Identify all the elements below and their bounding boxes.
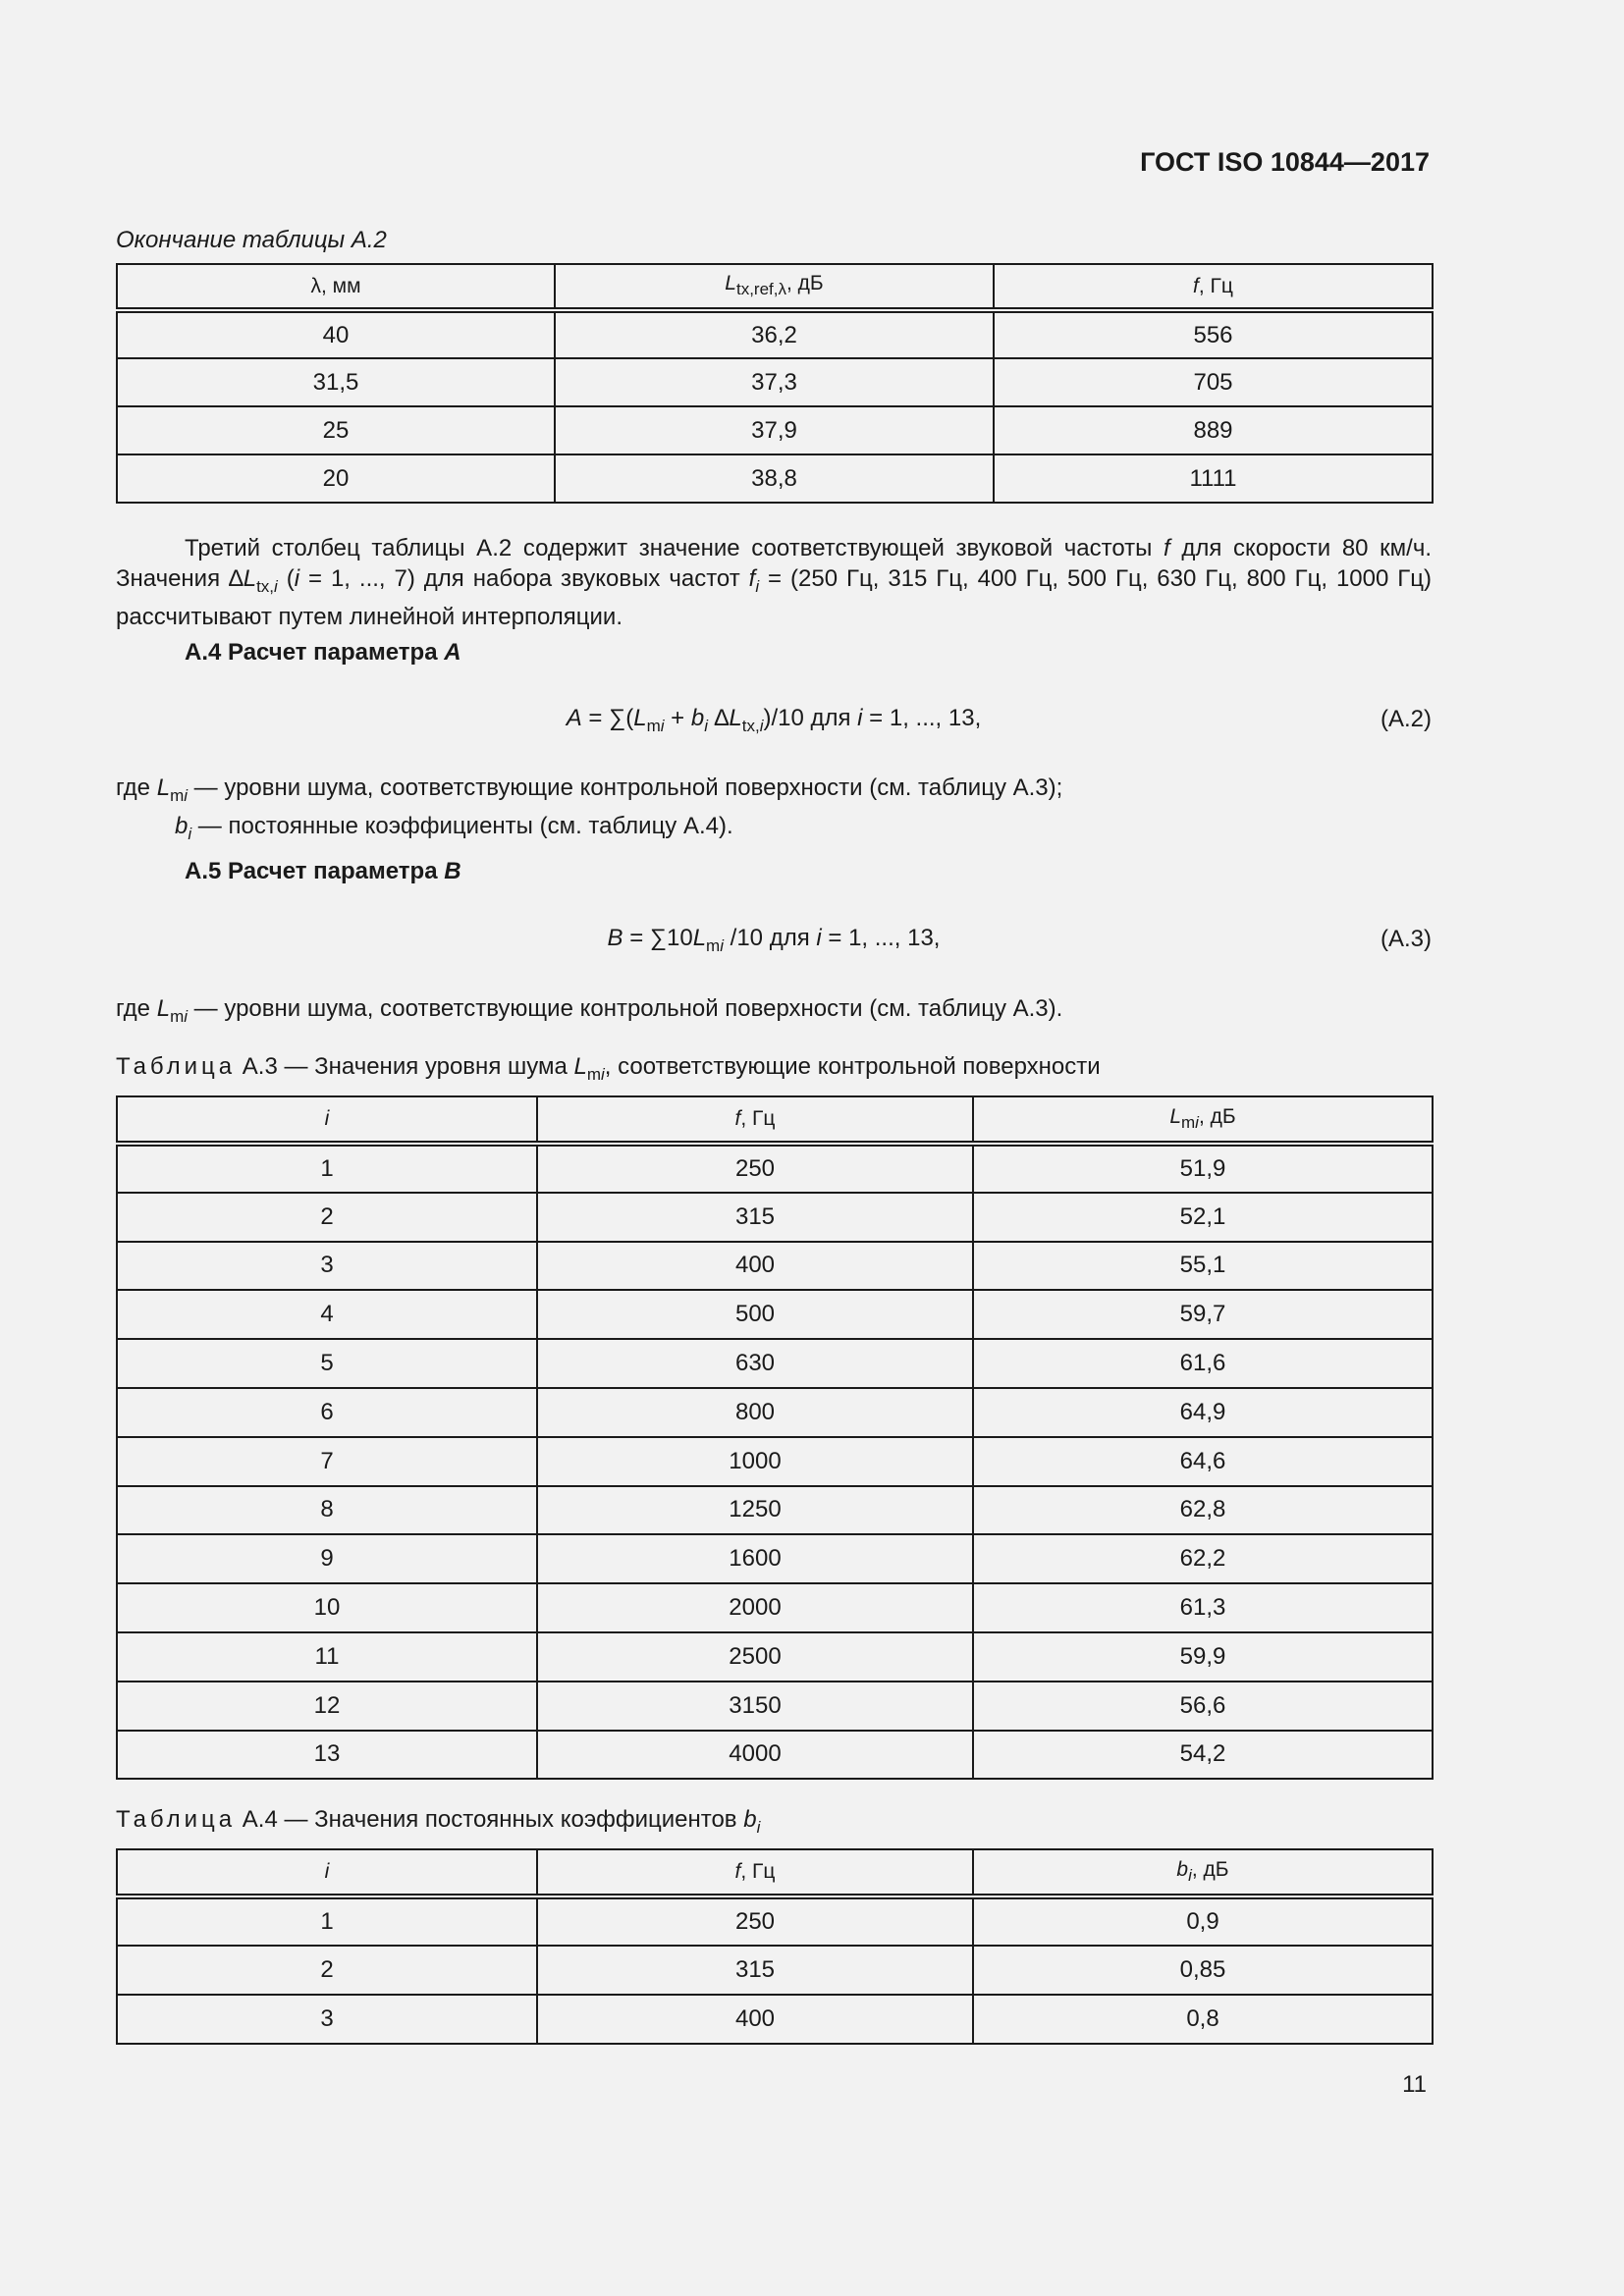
table-cell: 10 [117, 1583, 537, 1632]
table-cell: 20 [117, 454, 555, 503]
table-cell: 59,9 [973, 1632, 1433, 1682]
table-cell: 6 [117, 1388, 537, 1437]
table-cell: 400 [537, 1242, 973, 1291]
table-cell: 250 [537, 1896, 973, 1946]
table-cell: 9 [117, 1534, 537, 1583]
table-a3 [116, 1095, 1434, 1780]
section-a4-heading: А.4 Расчет параметра A [185, 639, 461, 666]
table-row [117, 1388, 1433, 1437]
table-cell: 1250 [537, 1486, 973, 1535]
table-row [117, 1946, 1433, 1995]
table-cell: 2500 [537, 1632, 973, 1682]
equation-number-a2: (А.2) [1380, 706, 1432, 732]
table-cell: 1 [117, 1896, 537, 1946]
formula-a2: $A = \sum(L_{mi} + b_i$ $\Delta L_{tx,i})/10$ для i = 1, ..., 13, [566, 705, 982, 735]
table-cell: 52,1 [973, 1193, 1433, 1242]
table-cell: 250 [537, 1144, 973, 1193]
table-row [117, 1534, 1433, 1583]
table-cell: 54,2 [973, 1731, 1433, 1780]
table-cell: 51,9 [973, 1144, 1433, 1193]
table-cell: 31,5 [117, 358, 555, 406]
table-cell: 556 [994, 310, 1433, 358]
table-cell: 59,7 [973, 1290, 1433, 1339]
table-cell: 25 [117, 406, 555, 454]
table-cell: 3150 [537, 1682, 973, 1731]
table-cell: 64,6 [973, 1437, 1433, 1486]
table-cell: 2 [117, 1193, 537, 1242]
table-a4 [116, 1848, 1434, 2045]
table-cell: 37,3 [555, 358, 994, 406]
table-cell: 0,9 [973, 1896, 1433, 1946]
header-cell-frequency: f, Гц [994, 264, 1433, 310]
table-cell: 889 [994, 406, 1433, 454]
table-row [117, 1437, 1433, 1486]
where-clause-lmi-2: где $L_{mi}$ — уровни шума, соответствующие контрольной поверхности (см. таблицу А.3). [116, 995, 1063, 1026]
table-row [117, 1583, 1433, 1632]
table-cell: 61,3 [973, 1583, 1433, 1632]
table-row [117, 1290, 1433, 1339]
table-cell: 1000 [537, 1437, 973, 1486]
table-a3-caption: Таблица А.3 — Значения уровня шума $L_{mi}$, соответствующие контрольной поверхности [116, 1053, 1101, 1084]
formula-a3: $B = \sum 10L_{mi}$ /10 для i = 1, ..., 13, [607, 925, 941, 955]
table-header-row [117, 1849, 1433, 1896]
table-cell: 4000 [537, 1731, 973, 1780]
table-cell: 4 [117, 1290, 537, 1339]
document-header: ГОСТ ISO 10844—2017 [1140, 147, 1430, 177]
header-cell-wavelength: λ, мм [117, 264, 555, 310]
table-row [117, 1193, 1433, 1242]
table-cell: 64,9 [973, 1388, 1433, 1437]
table-cell: 500 [537, 1290, 973, 1339]
table-cell: 2 [117, 1946, 537, 1995]
table-cell: 7 [117, 1437, 537, 1486]
table-cell: 55,1 [973, 1242, 1433, 1291]
page-number: 11 [1402, 2071, 1427, 2098]
table-cell: 1111 [994, 454, 1433, 503]
table-a2 [116, 263, 1434, 504]
equation-number-a3: (А.3) [1380, 926, 1432, 952]
table-row [117, 1731, 1433, 1780]
header-cell-noise-level: $L_{mi}$, дБ [973, 1096, 1433, 1144]
header-cell-level: $L_{tx,ref,\lambda}$, дБ [555, 264, 994, 310]
table-row [117, 310, 1433, 358]
table-row [117, 1682, 1433, 1731]
table-cell: 630 [537, 1339, 973, 1388]
table-a4-caption: Таблица А.4 — Значения постоянных коэффициентов $b_i$ [116, 1806, 761, 1837]
table-row [117, 358, 1433, 406]
table-cell: 62,8 [973, 1486, 1433, 1535]
table-cell: 3 [117, 1242, 537, 1291]
header-cell-frequency: f, Гц [537, 1849, 973, 1896]
table-cell: 400 [537, 1995, 973, 2044]
where-clause-lmi: где $L_{mi}$ — уровни шума, соответствующие контрольной поверхности (см. таблицу А.3); [116, 774, 1063, 805]
table-cell: 1 [117, 1144, 537, 1193]
header-cell-index: i [117, 1096, 537, 1144]
paragraph-interpolation: Третий столбец таблицы А.2 содержит значение соответствующей звуковой частоты f для скорости 80 км/ч. Значения $\Delta L_{tx,i}$ (i = 1, ..., 7) для набора звуковых частот $f_i = (250$ Гц, 315 Гц, 400 Гц, 500 Гц, 630 Гц, 800 Гц, 1000 Гц) рассчитывают путем линейной интерполяции. [116, 535, 1433, 630]
header-cell-index: i [117, 1849, 537, 1896]
table-row [117, 1339, 1433, 1388]
table-cell: 800 [537, 1388, 973, 1437]
table-cell: 0,85 [973, 1946, 1433, 1995]
table-header-row [117, 1096, 1433, 1144]
table-row [117, 1632, 1433, 1682]
table-cell: 5 [117, 1339, 537, 1388]
table-cell: 62,2 [973, 1534, 1433, 1583]
table-cell: 37,9 [555, 406, 994, 454]
table-cell: 56,6 [973, 1682, 1433, 1731]
table-cell: 8 [117, 1486, 537, 1535]
table-header-row [117, 264, 1433, 310]
table-a2-caption: Окончание таблицы А.2 [116, 227, 387, 253]
header-cell-frequency: f, Гц [537, 1096, 973, 1144]
table-row [117, 1144, 1433, 1193]
table-cell: 315 [537, 1946, 973, 1995]
table-cell: 3 [117, 1995, 537, 2044]
table-row [117, 406, 1433, 454]
table-cell: 0,8 [973, 1995, 1433, 2044]
table-cell: 38,8 [555, 454, 994, 503]
table-cell: 2000 [537, 1583, 973, 1632]
section-a5-heading: А.5 Расчет параметра B [185, 858, 461, 884]
table-cell: 61,6 [973, 1339, 1433, 1388]
table-cell: 705 [994, 358, 1433, 406]
table-row [117, 1242, 1433, 1291]
table-cell: 1600 [537, 1534, 973, 1583]
table-cell: 315 [537, 1193, 973, 1242]
table-row [117, 454, 1433, 503]
table-cell: 12 [117, 1682, 537, 1731]
table-row [117, 1486, 1433, 1535]
header-cell-coefficient: $b_i$, дБ [973, 1849, 1433, 1896]
table-cell: 11 [117, 1632, 537, 1682]
table-cell: 13 [117, 1731, 537, 1780]
table-row [117, 1896, 1433, 1946]
table-cell: 40 [117, 310, 555, 358]
where-clause-bi: $b_i$ — постоянные коэффициенты (см. таблицу А.4). [175, 813, 733, 843]
table-row [117, 1995, 1433, 2044]
table-cell: 36,2 [555, 310, 994, 358]
